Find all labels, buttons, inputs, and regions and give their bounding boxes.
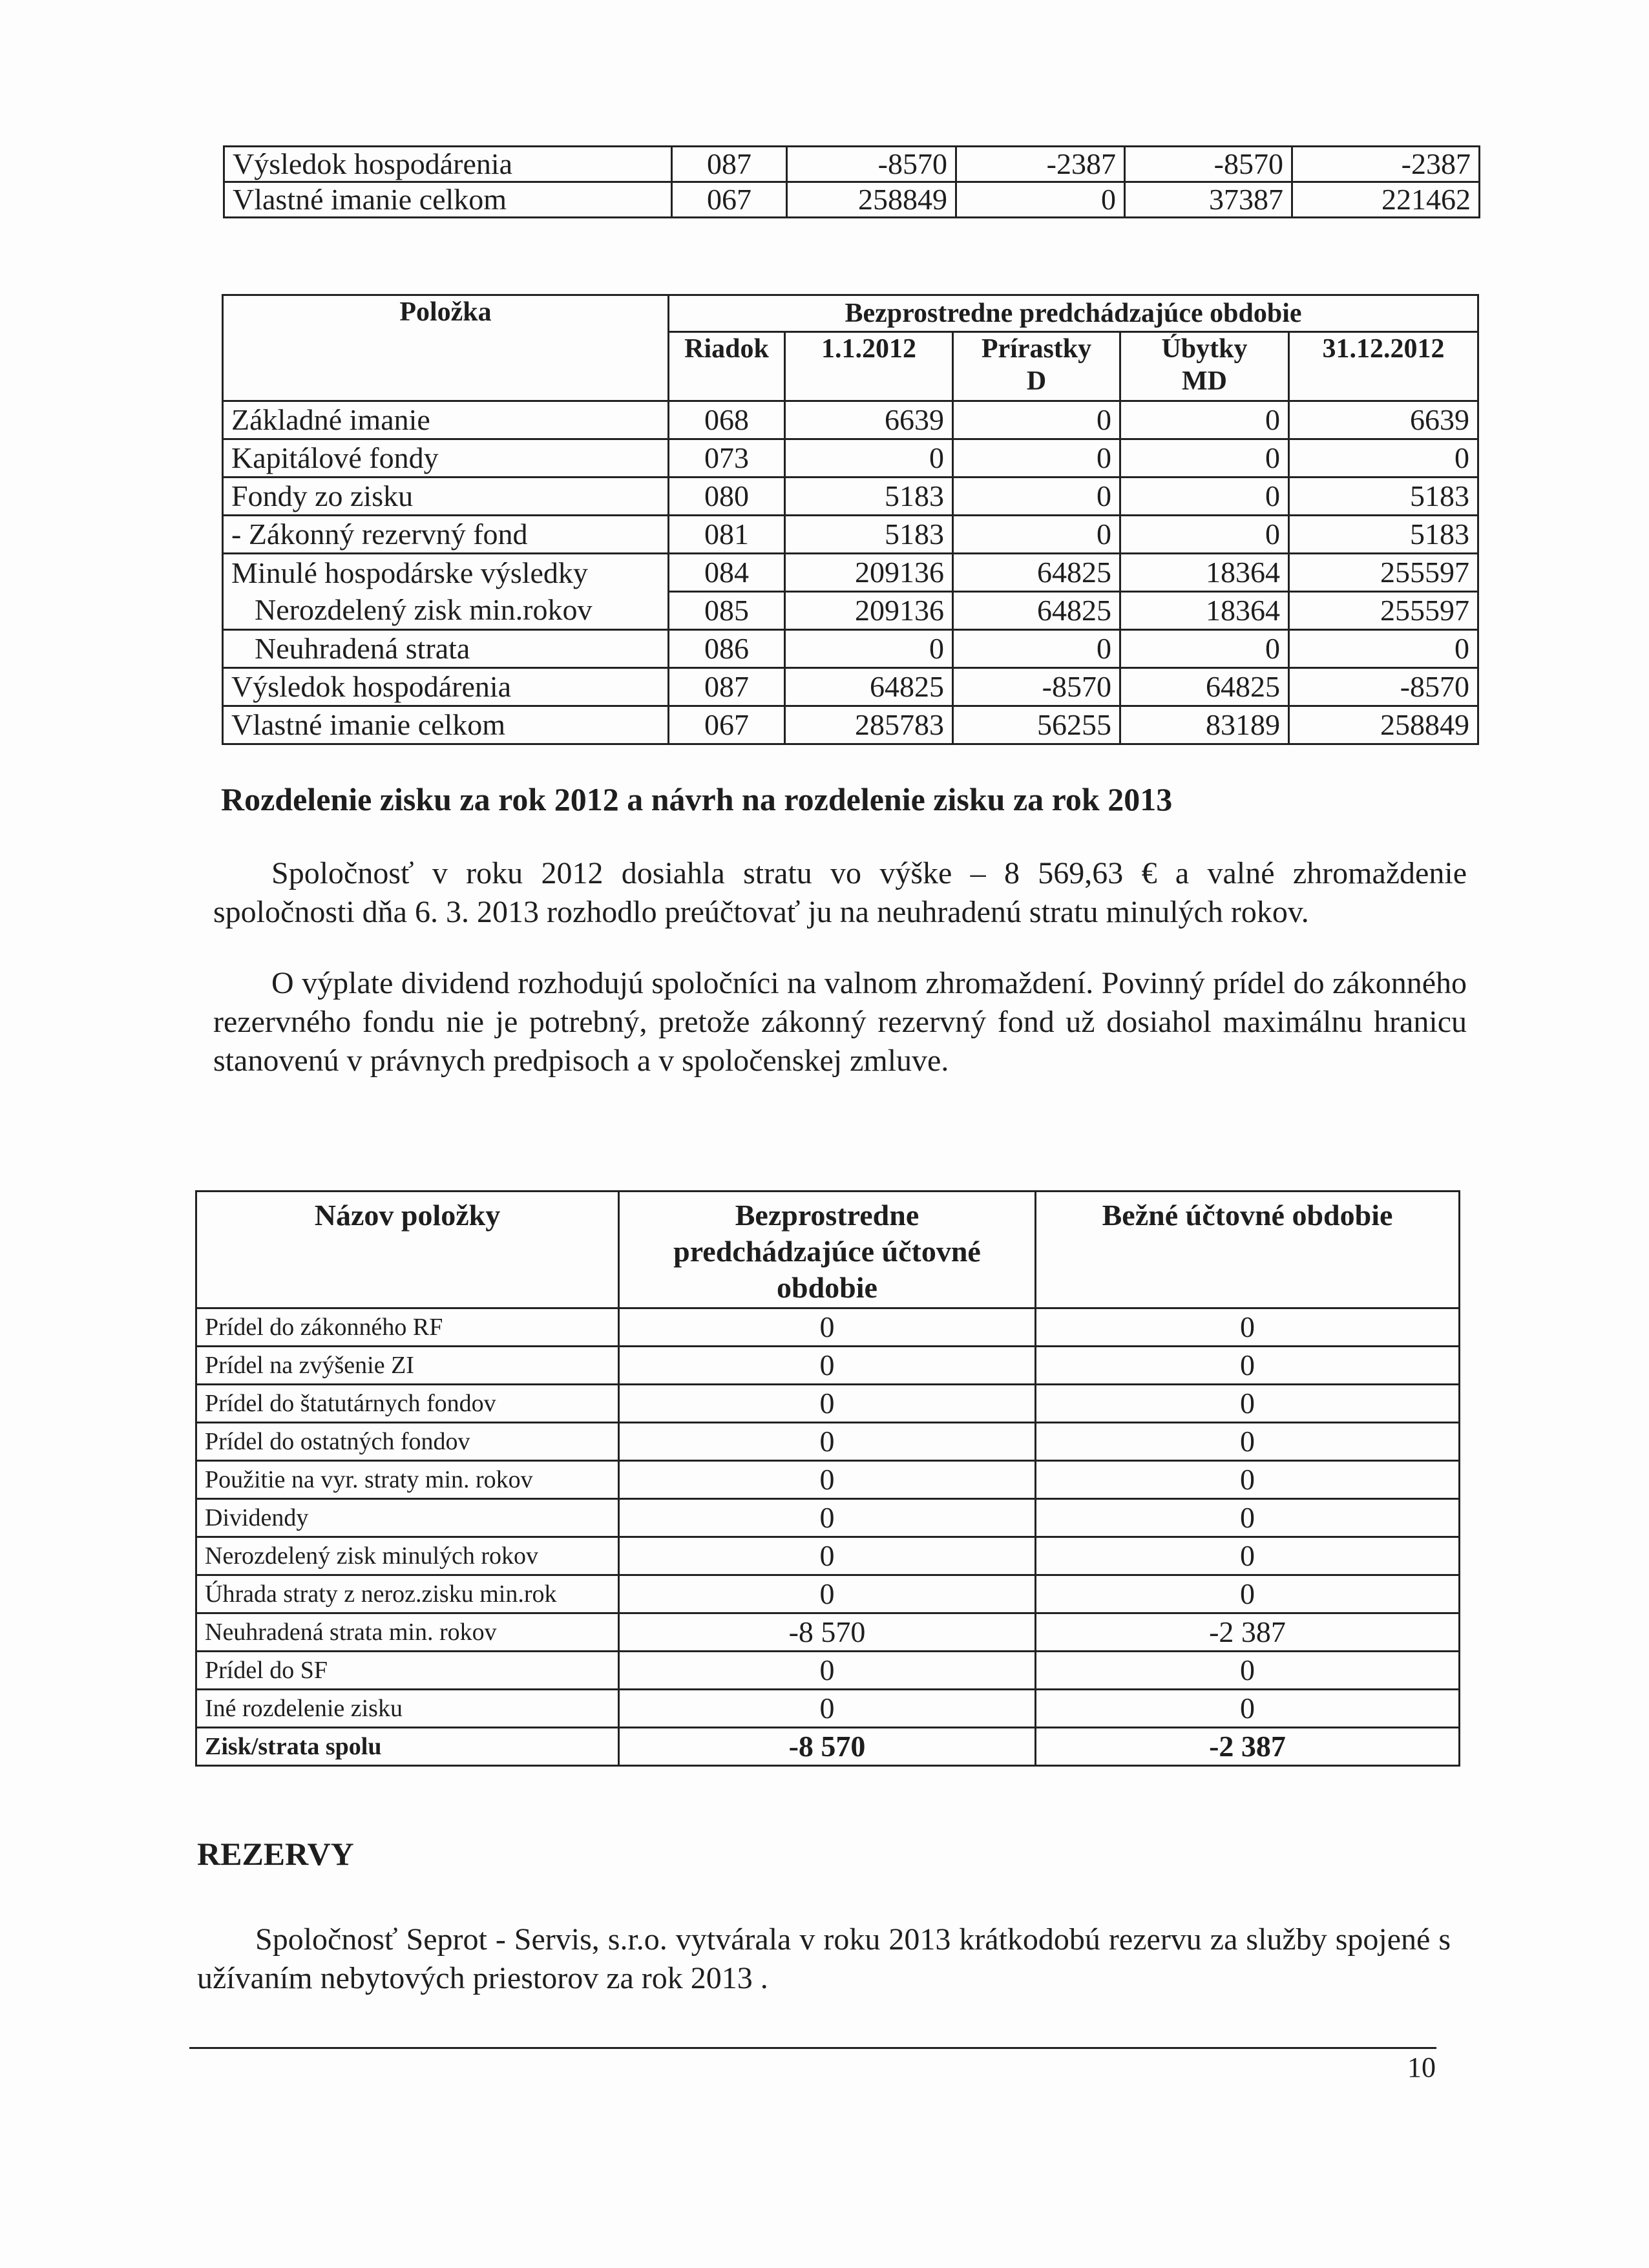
- cell-value: 0: [619, 1308, 1036, 1347]
- cell-value: -2 387: [1036, 1728, 1460, 1766]
- equity-table-current: [223, 145, 1480, 218]
- row-code: 087: [672, 147, 787, 182]
- table-row: [196, 1347, 1460, 1385]
- cell-value: -2387: [956, 147, 1125, 182]
- row-label: Prídel na zvýšenie ZI: [196, 1347, 619, 1385]
- row-label: Vlastné imanie celkom: [224, 182, 672, 218]
- table-row: [196, 1385, 1460, 1423]
- row-label: Prídel do zákonného RF: [196, 1308, 619, 1347]
- cell-value: 0: [785, 630, 953, 668]
- paragraph-loss-2012: [213, 854, 1467, 932]
- cell-value: 0: [1120, 439, 1289, 478]
- cell-value: -2387: [1292, 147, 1480, 182]
- cell-value: -8 570: [619, 1728, 1036, 1766]
- cell-value: 64825: [953, 554, 1120, 592]
- cell-value: 0: [1120, 478, 1289, 516]
- cell-value: 0: [956, 182, 1125, 218]
- profit-distribution-table: [195, 1190, 1460, 1767]
- cell-value: -8570: [953, 668, 1120, 706]
- row-code: 087: [669, 668, 785, 706]
- row-label: - Zákonný rezervný fond: [223, 516, 669, 554]
- cell-value: 285783: [785, 706, 953, 744]
- table-row: [224, 147, 1480, 182]
- cell-value: 0: [1036, 1308, 1460, 1347]
- paragraph-text: O výplate dividend rozhodujú spoločníci na valnom zhromaždení. Povinný prídel do zákonného rezervného fondu nie je potrebný, pretože zákonný rezervný fond už dosiahol maximálnu hranicu stanovenú v právnych predpisoch a v spoločenskej zmluve.: [213, 966, 1467, 1078]
- table-row: [223, 554, 1478, 592]
- row-label: Výsledok hospodárenia: [223, 668, 669, 706]
- cell-value: 0: [619, 1347, 1036, 1385]
- cell-value: 0: [619, 1575, 1036, 1613]
- prirastky-label: Prírastky: [981, 334, 1092, 364]
- cell-value: -8570: [1125, 147, 1292, 182]
- cell-value: 0: [953, 401, 1120, 439]
- row-label: Minulé hospodárske výsledky: [223, 554, 669, 592]
- section-heading-profit-distribution: Rozdelenie zisku za rok 2012 a návrh na rozdelenie zisku za rok 2013: [221, 781, 1173, 817]
- table-row: [223, 478, 1478, 516]
- header-row: [196, 1192, 1460, 1308]
- table-row: [223, 706, 1478, 744]
- row-code: 080: [669, 478, 785, 516]
- cell-value: 0: [1036, 1575, 1460, 1613]
- row-code: 068: [669, 401, 785, 439]
- cell-value: 0: [1036, 1385, 1460, 1423]
- cell-value: 18364: [1120, 592, 1289, 630]
- column-header-previous-period: Bezprostredne predchádzajúce účtovné obdobie: [619, 1192, 1036, 1308]
- row-code: 086: [669, 630, 785, 668]
- prirastky-sublabel: D: [1026, 366, 1047, 396]
- table-row: [196, 1499, 1460, 1537]
- row-code: 081: [669, 516, 785, 554]
- cell-value: -8570: [1289, 668, 1478, 706]
- row-code: 067: [672, 182, 787, 218]
- cell-value: 0: [619, 1537, 1036, 1575]
- cell-value: 0: [619, 1652, 1036, 1690]
- row-label: Neuhradená strata: [223, 630, 669, 668]
- row-code: 084: [669, 554, 785, 592]
- table-row: [196, 1537, 1460, 1575]
- table-row: [223, 630, 1478, 668]
- cell-value: 64825: [953, 592, 1120, 630]
- cell-value: 0: [785, 439, 953, 478]
- row-label: Nerozdelený zisk min.rokov: [223, 592, 669, 630]
- cell-value: 0: [953, 516, 1120, 554]
- footer-divider: [189, 2047, 1436, 2049]
- cell-value: 0: [1289, 630, 1478, 668]
- cell-value: 83189: [1120, 706, 1289, 744]
- column-header-current-period: Bežné účtovné obdobie: [1036, 1192, 1460, 1308]
- cell-value: 5183: [1289, 478, 1478, 516]
- ubytky-label: Úbytky: [1161, 334, 1248, 364]
- cell-value: 258849: [1289, 706, 1478, 744]
- table-row: [223, 592, 1478, 630]
- column-header-prirastky: [953, 332, 1120, 401]
- column-header-polozka: Položka: [223, 295, 669, 401]
- row-code: 067: [669, 706, 785, 744]
- cell-value: 64825: [785, 668, 953, 706]
- cell-value: 5183: [785, 516, 953, 554]
- cell-value: -2 387: [1036, 1613, 1460, 1652]
- cell-value: 209136: [785, 592, 953, 630]
- cell-value: 5183: [785, 478, 953, 516]
- row-label: Vlastné imanie celkom: [223, 706, 669, 744]
- table-row: [196, 1308, 1460, 1347]
- table-row: [224, 182, 1480, 218]
- cell-value: 0: [1036, 1347, 1460, 1385]
- table-row: [196, 1690, 1460, 1728]
- section-heading-reserves: REZERVY: [197, 1836, 354, 1872]
- cell-value: 0: [1036, 1652, 1460, 1690]
- table-row: [223, 401, 1478, 439]
- row-label: Dividendy: [196, 1499, 619, 1537]
- row-label: Prídel do ostatných fondov: [196, 1423, 619, 1461]
- cell-value: 0: [1120, 630, 1289, 668]
- header-row: [223, 295, 1478, 332]
- table-row: [223, 516, 1478, 554]
- cell-value: -8570: [787, 147, 956, 182]
- row-label: Úhrada straty z neroz.zisku min.rok: [196, 1575, 619, 1613]
- paragraph-text: Spoločnosť Seprot - Servis, s.r.o. vytvárala v roku 2013 krátkodobú rezervu za služby spojené s užívaním nebytových priestorov za rok 2013 .: [197, 1922, 1451, 1995]
- cell-value: 0: [1120, 401, 1289, 439]
- row-label: Zisk/strata spolu: [196, 1728, 619, 1766]
- cell-value: 0: [619, 1423, 1036, 1461]
- cell-value: 0: [1289, 439, 1478, 478]
- cell-value: 0: [953, 478, 1120, 516]
- cell-value: 18364: [1120, 554, 1289, 592]
- cell-value: 37387: [1125, 182, 1292, 218]
- equity-table-previous: [222, 294, 1479, 745]
- cell-value: 255597: [1289, 592, 1478, 630]
- cell-value: 258849: [787, 182, 956, 218]
- cell-value: 0: [1036, 1537, 1460, 1575]
- row-label: Fondy zo zisku: [223, 478, 669, 516]
- cell-value: 0: [619, 1690, 1036, 1728]
- row-label: Nerozdelený zisk minulých rokov: [196, 1537, 619, 1575]
- table-row: [196, 1461, 1460, 1499]
- row-code: 073: [669, 439, 785, 478]
- cell-value: 0: [1036, 1423, 1460, 1461]
- table-row-total: [196, 1728, 1460, 1766]
- cell-value: 0: [953, 630, 1120, 668]
- page-number: 10: [1407, 2052, 1436, 2083]
- table-row: [223, 668, 1478, 706]
- column-group-header: Bezprostredne predchádzajúce obdobie: [669, 295, 1478, 332]
- cell-value: 0: [1036, 1499, 1460, 1537]
- column-header-riadok: Riadok: [669, 332, 785, 401]
- column-header-name: Názov položky: [196, 1192, 619, 1308]
- cell-value: 0: [619, 1499, 1036, 1537]
- column-header-start: 1.1.2012: [785, 332, 953, 401]
- cell-value: 0: [1036, 1690, 1460, 1728]
- row-code: 085: [669, 592, 785, 630]
- cell-value: 56255: [953, 706, 1120, 744]
- cell-value: 5183: [1289, 516, 1478, 554]
- cell-value: 0: [953, 439, 1120, 478]
- paragraph-dividends: [213, 964, 1467, 1080]
- paragraph-reserves: [197, 1920, 1451, 1998]
- paragraph-text: Spoločnosť v roku 2012 dosiahla stratu vo výške – 8 569,63 € a valné zhromaždenie spoločnosti dňa 6. 3. 2013 rozhodlo preúčtovať ju na neuhradenú stratu minulých rokov.: [213, 856, 1467, 929]
- cell-value: 209136: [785, 554, 953, 592]
- table-row: [196, 1575, 1460, 1613]
- cell-value: 0: [1036, 1461, 1460, 1499]
- row-label: Iné rozdelenie zisku: [196, 1690, 619, 1728]
- cell-value: 6639: [785, 401, 953, 439]
- cell-value: -8 570: [619, 1613, 1036, 1652]
- cell-value: 6639: [1289, 401, 1478, 439]
- table-row: [196, 1613, 1460, 1652]
- row-label: Výsledok hospodárenia: [224, 147, 672, 182]
- row-label: Základné imanie: [223, 401, 669, 439]
- cell-value: 0: [619, 1385, 1036, 1423]
- cell-value: 64825: [1120, 668, 1289, 706]
- column-header-ubytky: [1120, 332, 1289, 401]
- row-label: Prídel do štatutárnych fondov: [196, 1385, 619, 1423]
- row-label: Neuhradená strata min. rokov: [196, 1613, 619, 1652]
- cell-value: 0: [1120, 516, 1289, 554]
- column-header-end: 31.12.2012: [1289, 332, 1478, 401]
- table-row: [196, 1423, 1460, 1461]
- cell-value: 221462: [1292, 182, 1480, 218]
- row-label: Prídel do SF: [196, 1652, 619, 1690]
- row-label: Kapitálové fondy: [223, 439, 669, 478]
- cell-value: 0: [619, 1461, 1036, 1499]
- cell-value: 255597: [1289, 554, 1478, 592]
- table-row: [223, 439, 1478, 478]
- ubytky-sublabel: MD: [1182, 366, 1227, 396]
- table-row: [196, 1652, 1460, 1690]
- row-label: Použitie na vyr. straty min. rokov: [196, 1461, 619, 1499]
